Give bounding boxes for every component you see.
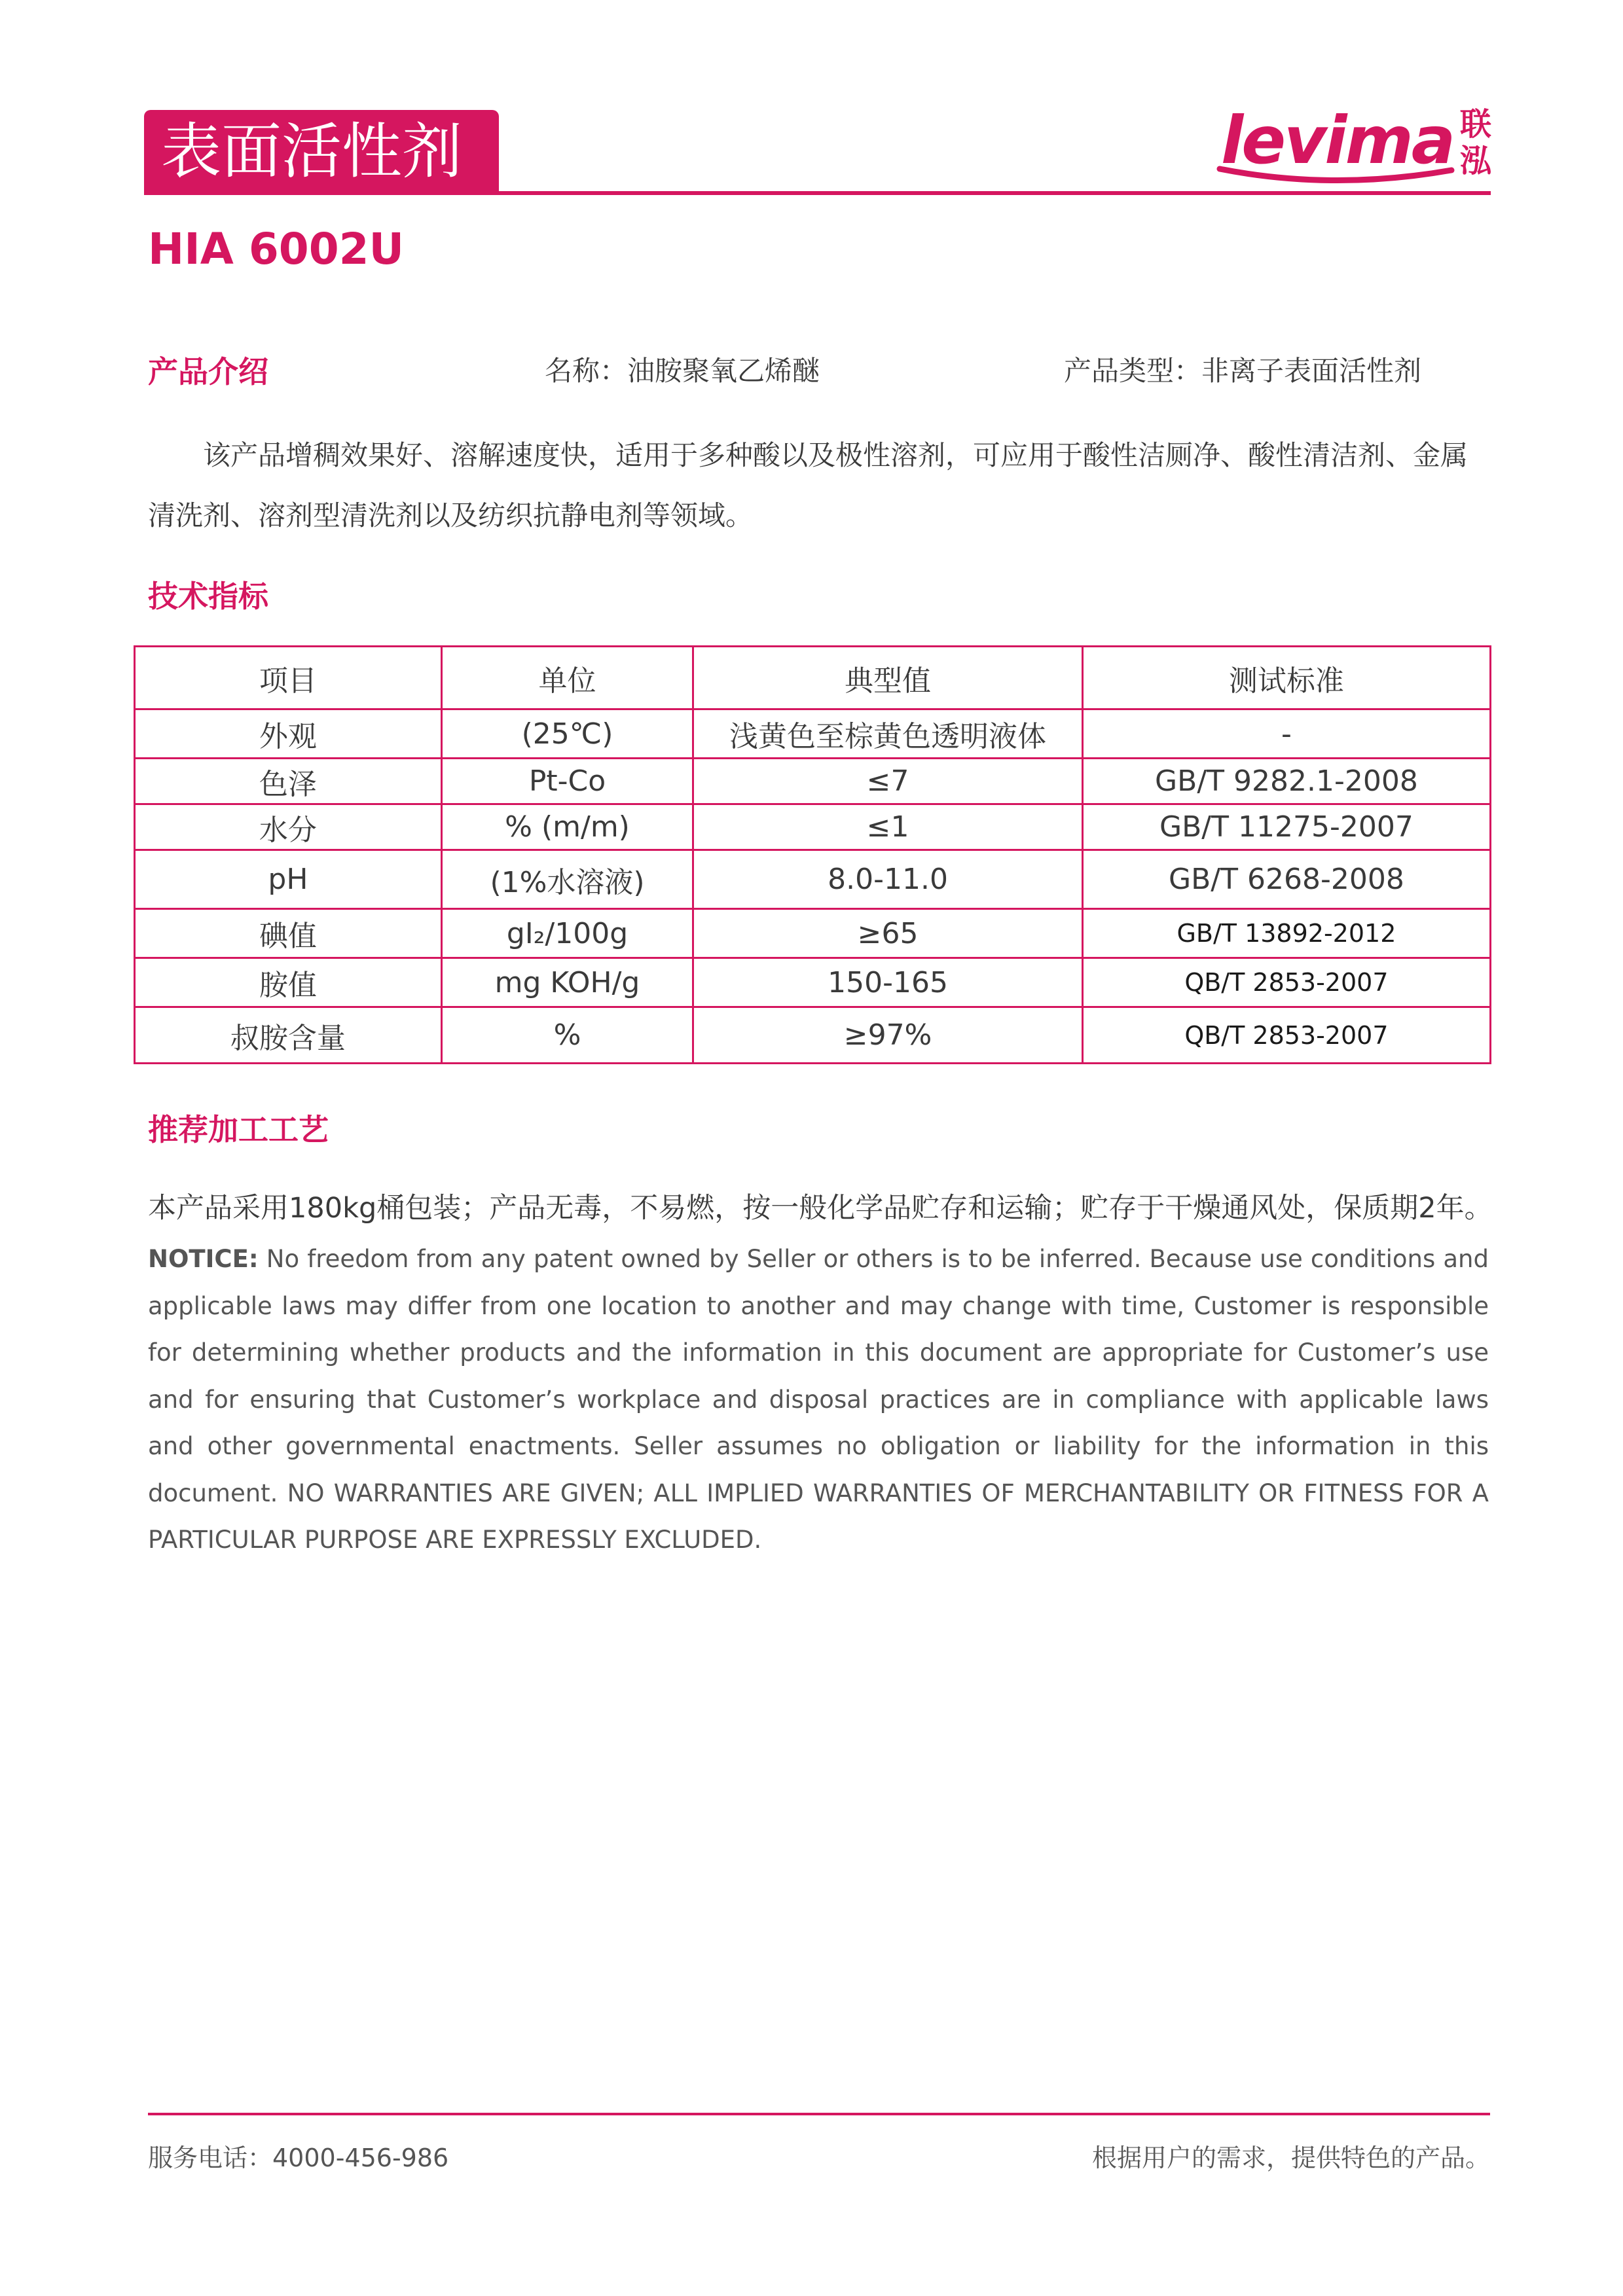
notice-text: No freedom from any patent owned by Seller or others is to be inferred. Because use conditions and applicable laws may differ from one location to another and may change with time, Customer is responsible for determining whether products and the information in this document are appropriate for Customer’s use and for ensuring that Customer’s workplace and disposal practices are in compliance with applicable laws and other governmental enactments. Seller assumes no obligation or liability for the information in this document. NO WARRANTIES ARE GIVEN; ALL IMPLIED WARRANTIES OF MERCHANTABILITY OR FITNESS FOR A PARTICULAR PURPOSE ARE EXPRESSLY EXCLUDED. bbox=[148, 1245, 1489, 1554]
table-cell: 浅黄色至棕黄色透明液体 bbox=[693, 709, 1083, 759]
table-cell: GB/T 9282.1-2008 bbox=[1082, 759, 1490, 804]
table-row bbox=[135, 850, 1491, 909]
table-cell: 碘值 bbox=[135, 909, 442, 958]
section-title-process: 推荐加工工艺 bbox=[148, 1112, 329, 1147]
table-cell: (25℃) bbox=[441, 709, 693, 759]
table-row bbox=[135, 804, 1491, 850]
section-title-specs: 技术指标 bbox=[148, 579, 268, 614]
table-cell: 胺值 bbox=[135, 958, 442, 1007]
table-cell: mg KOH/g bbox=[441, 958, 693, 1007]
product-type: 产品类型：非离子表面活性剂 bbox=[1064, 355, 1422, 387]
footer-divider bbox=[148, 2113, 1490, 2115]
process-text: 本产品采用180kg桶包装；产品无毒，不易燃，按一般化学品贮存和运输；贮存于干燥通风处，保质期2年。 bbox=[148, 1192, 1493, 1225]
product-name: 名称：油胺聚氧乙烯醚 bbox=[545, 355, 820, 387]
logo-swoosh-icon bbox=[1214, 164, 1457, 187]
header-divider bbox=[144, 191, 1491, 195]
table-cell: GB/T 13892-2012 bbox=[1082, 909, 1490, 958]
product-description: 该产品增稠效果好、溶解速度快，适用于多种酸以及极性溶剂，可应用于酸性洁厕净、酸性清洁剂、金属清洗剂、溶剂型清洗剂以及纺织抗静电剂等领域。 bbox=[148, 439, 1468, 531]
header-cell: 项目 bbox=[135, 647, 442, 709]
notice-paragraph bbox=[148, 1236, 1489, 1564]
notice-label: NOTICE: bbox=[148, 1245, 259, 1273]
table-cell: 水分 bbox=[135, 804, 442, 850]
table-cell: 色泽 bbox=[135, 759, 442, 804]
category-title: 表面活性剂 bbox=[161, 117, 463, 187]
table-cell: QB/T 2853-2007 bbox=[1082, 1007, 1490, 1064]
table-row bbox=[135, 958, 1491, 1007]
table-cell: (1%水溶液) bbox=[441, 850, 693, 909]
table-cell: ≤7 bbox=[693, 759, 1083, 804]
table-row bbox=[135, 909, 1491, 958]
table-cell: % bbox=[441, 1007, 693, 1064]
table-cell: gI₂/100g bbox=[441, 909, 693, 958]
table-cell: 150-165 bbox=[693, 958, 1083, 1007]
header-cell: 典型值 bbox=[693, 647, 1083, 709]
table-cell: ≥97% bbox=[693, 1007, 1083, 1064]
table-row bbox=[135, 709, 1491, 759]
category-tab bbox=[144, 110, 499, 194]
table-header-row bbox=[135, 647, 1491, 709]
table-row bbox=[135, 759, 1491, 804]
table-cell: GB/T 11275-2007 bbox=[1082, 804, 1490, 850]
table-cell: % (m/m) bbox=[441, 804, 693, 850]
logo-wordmark: levima bbox=[1221, 102, 1454, 179]
footer-slogan: 根据用户的需求，提供特色的产品。 bbox=[1091, 2144, 1490, 2172]
table-cell: 外观 bbox=[135, 709, 442, 759]
table-cell: pH bbox=[135, 850, 442, 909]
logo-chinese-char-2: 泓 bbox=[1459, 143, 1491, 179]
table-row bbox=[135, 1007, 1491, 1064]
brand-logo bbox=[1214, 98, 1493, 187]
header-cell: 单位 bbox=[441, 647, 693, 709]
table-cell: GB/T 6268-2008 bbox=[1082, 850, 1490, 909]
table-cell: Pt-Co bbox=[441, 759, 693, 804]
service-hotline: 服务电话：4000-456-986 bbox=[148, 2144, 449, 2172]
table-cell: 叔胺含量 bbox=[135, 1007, 442, 1064]
table-cell: QB/T 2853-2007 bbox=[1082, 958, 1490, 1007]
table-cell: ≤1 bbox=[693, 804, 1083, 850]
table-cell: ≥65 bbox=[693, 909, 1083, 958]
table-cell: 8.0-11.0 bbox=[693, 850, 1083, 909]
product-code: HIA 6002U bbox=[148, 224, 405, 274]
logo-chinese bbox=[1458, 106, 1493, 179]
table-cell: - bbox=[1082, 709, 1490, 759]
section-title-intro: 产品介绍 bbox=[148, 354, 268, 389]
spec-table bbox=[134, 645, 1491, 1064]
header-cell: 测试标准 bbox=[1082, 647, 1490, 709]
logo-chinese-char-1: 联 bbox=[1459, 106, 1491, 143]
